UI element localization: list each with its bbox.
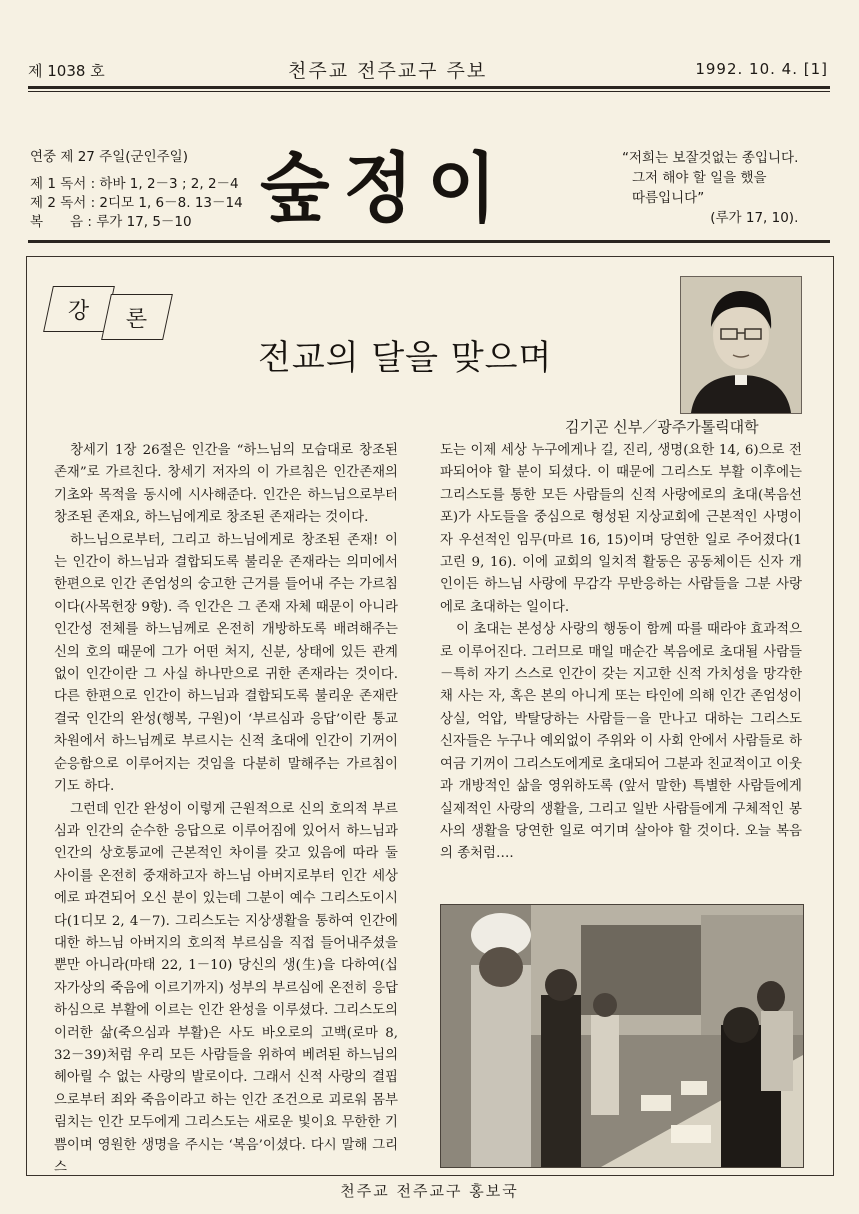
publication-title: 천주교 전주교구 주보 [288,60,488,82]
quote-line: 따름입니다” [632,190,705,206]
section-tag-card: 론 [101,294,173,340]
article-author: 김기곤 신부／광주가톨릭대학 [565,418,759,436]
header-rule-thin [28,91,830,92]
masthead-logo: 숲정이 [260,144,511,233]
article-column-left [54,440,398,1179]
issue-number: 제 1038 호 [28,62,105,80]
quote-line: 그저 해야 할 일을 했을 [632,170,767,186]
event-photo [440,904,804,1168]
second-reading: 제 2 독서 : 2디모 1, 6－8. 13－14 [30,195,243,211]
section-tag [48,280,198,350]
section-tag-card: 강 [43,286,115,332]
author-portrait [680,276,802,414]
quote-reference: (루가 17, 10). [710,210,799,226]
article-paragraph: 하느님으로부터, 그리고 하느님에게로 창조된 존재! 이는 인간이 하느님과 결합되도록 불리운 존재라는 의미에서 한편으로 인간 존엄성의 숭고한 근거를 들어내 주는 가르침이다(사목헌장 9항). 즉 인간은 그 존재 자체 때문이 아니라 인간성 전체를 하느님께로 온전히 개방하도록 배려해주는 신의 호의 때문에 그가 어떤 처지, 신분, 상태에 있든 관계없이 인간이란 그 사실 하나만으로 귀한 존재라는 것이다. 다른 한편으로 인간이 하느님과 결합되도록 불리운 존재란 결국 인간의 완성(행복, 구원)이 ‘부르심과 응답’이란 통교 차원에서 하느님께로 부르시는 신적 초대에 인간이 기꺼이 순응함으로 이루어지는 것임을 다분히 말해주는 가르침이기도 하다. [54,532,398,795]
header-rule [28,86,830,89]
masthead-rule [28,240,830,243]
scripture-quote [622,148,798,228]
gospel-reading: 복 음 : 루가 17, 5－10 [30,214,192,230]
issue-date: 1992. 10. 4. [1] [695,60,828,78]
top-header [28,60,828,84]
article-paragraph: 창세기 1장 26절은 인간을 “하느님의 모습대로 창조된 존재”로 가르친다. 창세기 저자의 이 가르침은 인간존재의 기초와 목적을 동시에 시사해준다. 인간은 하느님으로부터 창조된 존재요, 하느님에게로 창조된 존재라는 것이다. [54,443,398,526]
article-paragraph: 도는 이제 세상 누구에게나 길, 진리, 생명(요한 14, 6)으로 전파되어야 할 분이 되셨다. 이 때문에 그리스도 부활 이후에는 그리스도를 통한 모든 사람들의 신적 사랑에로의 초대(복음선포)가 사도들을 중심으로 형성된 지상교회에 근본적인 사명이자 우선적인 임무(마르 16, 15)이며 당연한 일로 주어졌다(1고린 9, 16). 이에 교회의 일치적 활동은 공동체이든 신자 개인이든 하느님 사랑에 무감각 무반응하는 사람들을 그분 사랑에로 초대하는 일이다. [440,443,802,615]
footer-publisher: 천주교 전주교구 홍보국 [340,1182,519,1200]
article-title: 전교의 달을 맞으며 [258,338,553,378]
article-column-right [440,440,802,866]
quote-line: “저희는 보잘것없는 종입니다. [622,150,799,166]
article-paragraph: 이 초대는 본성상 사랑의 행동이 함께 따를 때라야 효과적으로 이루어진다. 그러므로 매일 매순간 복음에로 초대될 사람들－특히 자기 스스로 인간이 갖는 지고한 신적 가치성을 망각한 채 사는 자, 혹은 본의 아니게 또는 타인에 의해 인간 존엄성이 상실, 억압, 박탈당하는 사람들－을 만나고 대하는 그리스도 신자들은 누구나 예외없이 주위와 이 사회 안에서 사람들로 하여금 기꺼이 그리스도에게로 초대되어 그분과 친교적이고 이웃과 개방적인 삶을 영위하도록 (앞서 말한) 특별한 사람들에게 실제적인 사랑의 생활을, 그리고 일반 사람들에게 구체적인 봉사의 생활을 당연한 일로 여기며 살아야 할 것이다. 오늘 복음의 종처럼…. [440,622,802,862]
sunday-name: 연중 제 27 주일(군인주일) [30,149,188,165]
article-paragraph: 그런데 인간 완성이 이렇게 근원적으로 신의 호의적 부르심과 인간의 순수한 응답으로 이루어짐에 있어서 하느님과 인간의 상호통교에 근본적인 차이를 갖고 있음에 따라 둘 사이를 온전히 중재하고자 하느님 아버지로부터 인간 세상에로 파견되어 오신 분이 있는데 그분이 예수 그리스도이시다(1디모 2, 4－7). 그리스도는 지상생활을 통하여 인간에 대한 하느님 아버지의 호의적 부르심을 직접 들어내주셨을 뿐만 아니라(마태 22, 1－10) 당신의 생(生)을 다하여(십자가상의 죽음에 이르기까지) 성부의 부르심에 온전히 응답하심으로 부활에 이르는 인간 완성을 이루셨다. 그리스도의 이러한 삶(죽으심과 부활)은 사도 바오로의 고백(로마 8, 32－39)처럼 우리 모든 사람들을 위하여 베려된 하느님의 헤아릴 수 없는 사랑의 발로이다. 그래서 신적 사랑의 결핍으로부터 죄와 죽음이라고 하는 인간 조건으로 괴로워 몸부림치는 인간 모두에게 그리스도는 새로운 빛이요 무한한 기쁨이며 영원한 생명을 주시는 ‘복음’이셨다. 다시 말해 그리스 [54,801,398,1175]
first-reading: 제 1 독서 : 하바 1, 2－3 ; 2, 2－4 [30,176,239,192]
liturgy-info [30,148,243,232]
